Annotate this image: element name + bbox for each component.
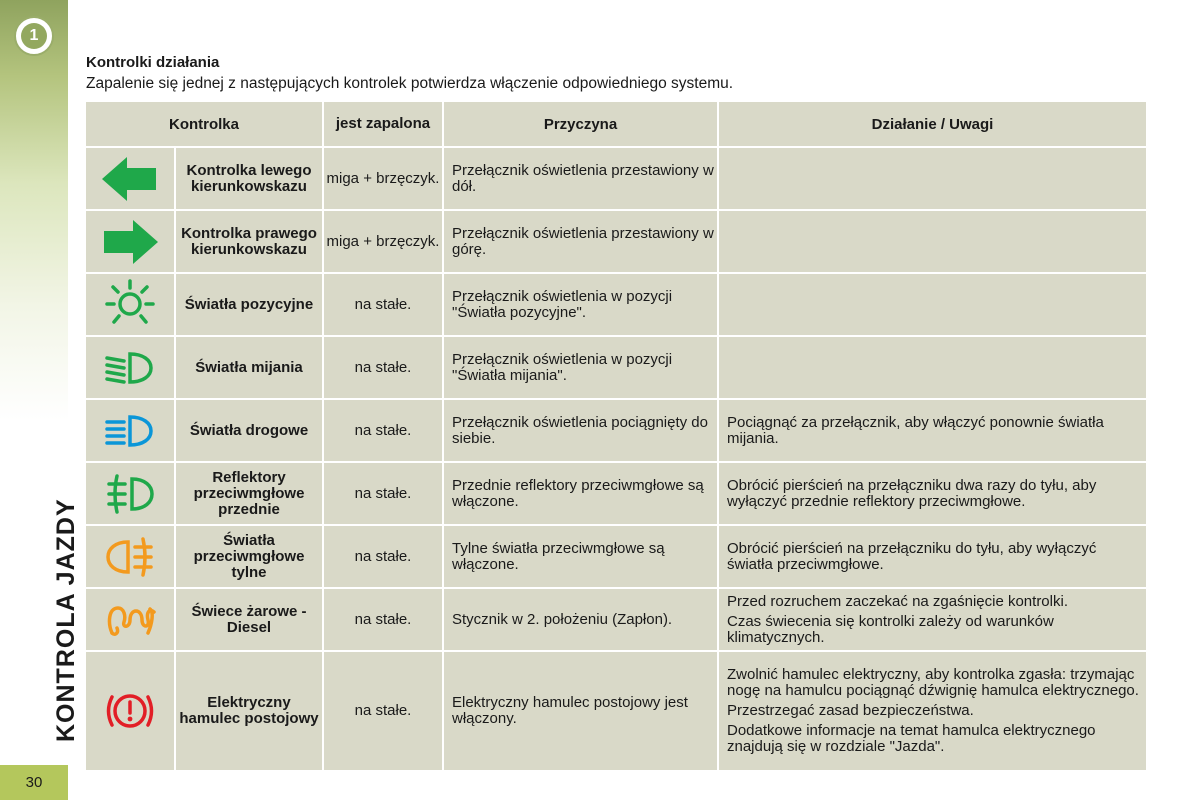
lamp-name: Kontrolka prawego kierunkowskazu	[176, 211, 322, 272]
table-row	[86, 211, 1146, 272]
action-note: Zwolnić hamulec elektryczny, aby kontrolka zgasła: trzymając nogę na hamulcu pociągnąć dźwignię hamulca elektrycznego.	[727, 666, 1139, 699]
lamp-name: Światła drogowe	[176, 400, 322, 461]
lamp-state: na stałe.	[324, 463, 442, 524]
dipped-beam-icon	[103, 348, 157, 388]
action-note: Obrócić pierścień na przełączniku dwa razy do tyłu, aby wyłączyć przednie reflektory przeciwmgłowe.	[727, 476, 1097, 510]
chapter-badge	[14, 16, 54, 56]
lamp-name: Światła przeciwmgłowe tylne	[176, 526, 322, 587]
table-row	[86, 463, 1146, 524]
table-row	[86, 148, 1146, 209]
lamp-state: na stałe.	[324, 526, 442, 587]
icon-cell	[86, 211, 174, 272]
lamp-cause: Stycznik w 2. położeniu (Zapłon).	[444, 589, 717, 650]
warning-lamps-table	[84, 100, 1148, 772]
electric-parking-brake-icon	[102, 686, 158, 736]
lamp-action	[719, 463, 1146, 524]
lamp-cause: Przełącznik oświetlenia w pozycji "Światła mijania".	[444, 337, 717, 398]
page-number: 30	[0, 765, 68, 800]
lamp-name: Światła pozycyjne	[176, 274, 322, 335]
rear-fog-lamps-icon	[103, 535, 157, 579]
lamp-state: na stałe.	[324, 337, 442, 398]
action-note: Przed rozruchem zaczekać na zgaśnięcie kontrolki.	[727, 592, 1068, 610]
icon-cell	[86, 400, 174, 461]
lamp-action	[719, 652, 1146, 770]
lamp-cause: Tylne światła przeciwmgłowe są włączone.	[444, 526, 717, 587]
chapter-number: 1	[21, 23, 47, 49]
lamp-action	[719, 400, 1146, 461]
lamp-action	[719, 211, 1146, 272]
lamp-name: Kontrolka lewego kierunkowskazu	[176, 148, 322, 209]
table-row	[86, 274, 1146, 335]
action-note: Przestrzegać zasad bezpieczeństwa.	[727, 702, 974, 719]
lamp-action	[719, 148, 1146, 209]
lamp-cause: Przednie reflektory przeciwmgłowe są włączone.	[444, 463, 717, 524]
table-header-row	[86, 102, 1146, 146]
lamp-state: na stałe.	[324, 274, 442, 335]
lamp-name: Światła mijania	[176, 337, 322, 398]
table-row	[86, 589, 1146, 650]
front-fog-lamps-icon	[103, 472, 157, 516]
action-note: Pociągnąć za przełącznik, aby włączyć ponownie światła mijania.	[727, 413, 1104, 447]
icon-cell	[86, 274, 174, 335]
icon-cell	[86, 463, 174, 524]
section-intro: Zapalenie się jednej z następujących kontrolek potwierdza włączenie odpowiedniego systemu.	[86, 75, 734, 92]
table-row	[86, 400, 1146, 461]
header-kontrolka: Kontrolka	[86, 102, 322, 146]
header-przyczyna: Przyczyna	[444, 102, 717, 146]
icon-cell	[86, 652, 174, 770]
icon-cell	[86, 526, 174, 587]
lamp-name: Świece żarowe - Diesel	[176, 589, 322, 650]
lamp-action	[719, 526, 1146, 587]
left-turn-signal-icon	[100, 154, 160, 204]
icon-cell	[86, 148, 174, 209]
lamp-action	[719, 589, 1146, 650]
action-note: Dodatkowe informacje na temat hamulca elektrycznego znajdują się w rozdziale "Jazda".	[727, 722, 1096, 755]
lamp-state: miga + brzęczyk.	[324, 148, 442, 209]
icon-cell	[86, 337, 174, 398]
lamp-state: na stałe.	[324, 652, 442, 770]
position-lights-icon	[102, 278, 158, 332]
header-dzialanie: Działanie / Uwagi	[719, 102, 1146, 146]
lamp-state: miga + brzęczyk.	[324, 211, 442, 272]
lamp-cause: Elektryczny hamulec postojowy jest włączony.	[444, 652, 717, 770]
lamp-cause: Przełącznik oświetlenia pociągnięty do siebie.	[444, 400, 717, 461]
lamp-name: Elektryczny hamulec postojowy	[176, 652, 322, 770]
icon-cell	[86, 589, 174, 650]
section-title: Kontrolki działania	[86, 54, 220, 71]
action-note: Czas świecenia się kontrolki zależy od warunków klimatycznych.	[727, 612, 1054, 646]
lamp-action	[719, 274, 1146, 335]
action-note: Obrócić pierścień na przełączniku do tyłu, aby wyłączyć światła przeciwmgłowe.	[727, 539, 1097, 573]
main-beam-icon	[103, 411, 157, 451]
lamp-cause: Przełącznik oświetlenia przestawiony w dół.	[444, 148, 717, 209]
lamp-cause: Przełącznik oświetlenia w pozycji "Światła pozycyjne".	[444, 274, 717, 335]
table-row	[86, 526, 1146, 587]
header-stan: jest zapalona	[324, 102, 442, 146]
lamp-state: na stałe.	[324, 589, 442, 650]
lamp-name: Reflektory przeciwmgłowe przednie	[176, 463, 322, 524]
right-turn-signal-icon	[100, 217, 160, 267]
lamp-action	[719, 337, 1146, 398]
diesel-glow-plugs-icon	[103, 600, 157, 640]
table-row	[86, 652, 1146, 770]
table-row	[86, 337, 1146, 398]
lamp-state: na stałe.	[324, 400, 442, 461]
lamp-cause: Przełącznik oświetlenia przestawiony w górę.	[444, 211, 717, 272]
chapter-title: KONTROLA JAZDY	[52, 498, 80, 742]
